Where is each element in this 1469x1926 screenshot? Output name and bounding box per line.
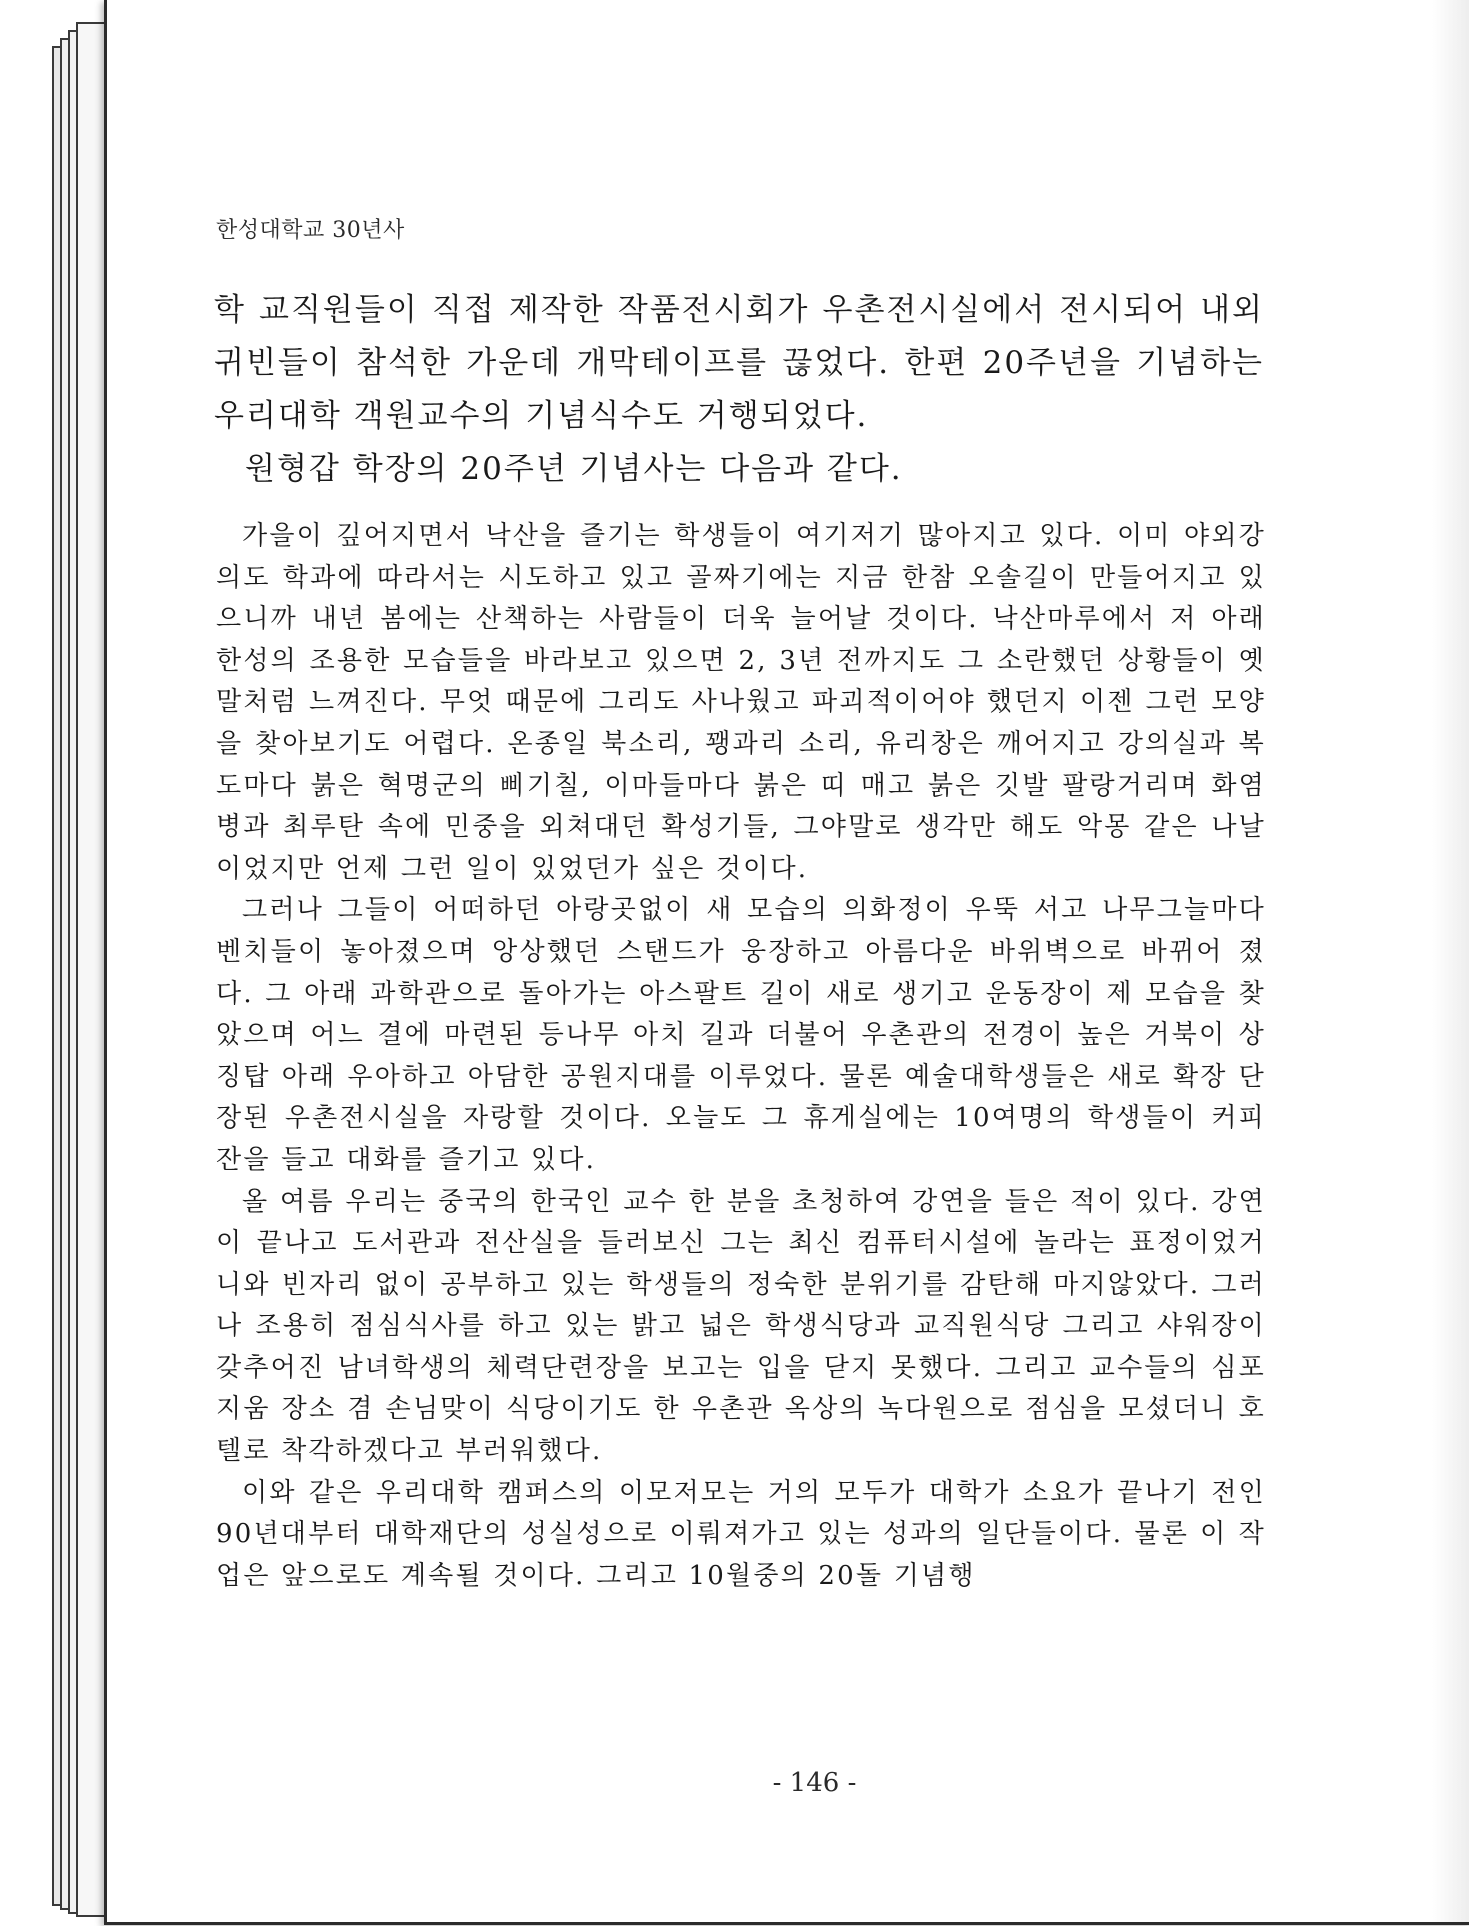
speech-paragraph: 가을이 깊어지면서 낙산을 즐기는 학생들이 여기저기 많아지고 있다. 이미 야외강의도 학과에 따라서는 시도하고 있고 골짜기에는 지금 한참 오솔길이 만들어지고 있으니까 내년 봄에는 산책하는 사람들이 더욱 늘어날 것이다. 낙산마루에서 저 아래 한성의 조용한 모습들을 바라보고 있으면 2, 3년 전까지도 그 소란했던 상황들이 옛말처럼 느껴진다. 무엇 때문에 그리도 사나웠고 파괴적이어야 했던지 이젠 그런 모양을 찾아보기도 어렵다. 온종일 북소리, 꽹과리 소리, 유리창은 깨어지고 강의실과 복도마다 붉은 혁명군의 삐기칠, 이마들마다 붉은 띠 매고 붉은 깃발 팔랑거리며 화염병과 최루탄 속에 민중을 외쳐대던 확성기들, 그야말로 생각만 해도 악몽 같은 나날이었지만 언제 그런 일이 있었던가 싶은 것이다. — [216, 521, 1266, 884]
speech-paragraph: 이와 같은 우리대학 캠퍼스의 이모저모는 거의 모두가 대학가 소요가 끝나기 전인 90년대부터 대학재단의 성실성으로 이뤄져가고 있는 성과의 일단들이다. 물론 이 작업은 앞으로도 계속될 것이다. 그리고 10월중의 20돌 기념행 — [216, 1477, 1266, 1591]
page-edge-shadow — [1432, 0, 1469, 1922]
intro-text — [214, 284, 1264, 496]
speech-text — [216, 516, 1266, 1597]
intro-paragraph: 학 교직원들이 직접 제작한 작품전시회가 우촌전시실에서 전시되어 내외 귀빈들이 참석한 가운데 개막테이프를 끊었다. 한편 20주년을 기념하는 우리대학 객원교수의 기념식수도 거행되었다. — [214, 292, 1264, 434]
running-header: 한성대학교 30년사 — [216, 218, 405, 243]
intro-paragraph: 원형갑 학장의 20주년 기념사는 다음과 같다. — [245, 451, 903, 487]
speech-paragraph: 그러나 그들이 어떠하던 아랑곳없이 새 모습의 의화정이 우뚝 서고 나무그늘마다 벤치들이 놓아졌으며 앙상했던 스탠드가 웅장하고 아름다운 바위벽으로 바뀌어 졌다. 그 아래 과학관으로 돌아가는 아스팔트 길이 새로 생기고 운동장이 제 모습을 찾았으며 어느 결에 마련된 등나무 아치 길과 더불어 우촌관의 전경이 높은 거북이 상징탑 아래 우아하고 아담한 공원지대를 이루었다. 물론 예술대학생들은 새로 확장 단장된 우촌전시실을 자랑할 것이다. 오늘도 그 휴게실에는 10여명의 학생들이 커피 잔을 들고 대화를 즐기고 있다. — [216, 895, 1266, 1175]
page-number: - 146 - — [772, 1768, 857, 1798]
page-number-footer — [0, 1768, 1469, 1798]
speech-paragraph: 올 여름 우리는 중국의 한국인 교수 한 분을 초청하여 강연을 들은 적이 있다. 강연이 끝나고 도서관과 전산실을 들러보신 그는 최신 컴퓨터시설에 놀라는 표정이었거니와 빈자리 없이 공부하고 있는 학생들의 정숙한 분위기를 감탄해 마지않았다. 그러나 조용히 점심식사를 하고 있는 밝고 넓은 학생식당과 교직원식당 그리고 샤워장이 갖추어진 남녀학생의 체력단련장을 보고는 입을 닫지 못했다. 그리고 교수들의 심포지움 장소 겸 손님맞이 식당이기도 한 우촌관 옥상의 녹다원으로 점심을 모셨더니 호텔로 착각하겠다고 부러워했다. — [216, 1186, 1266, 1467]
